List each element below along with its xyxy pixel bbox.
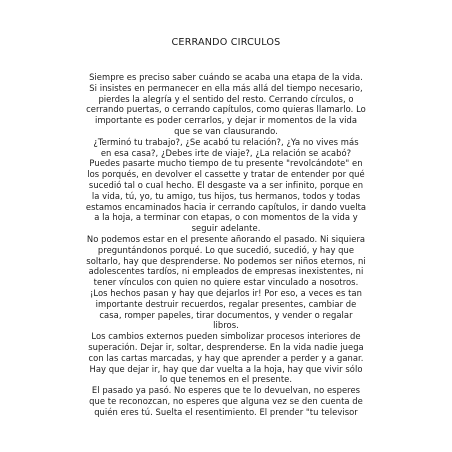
text-line: ¡Los hechos pasan y hay que dejarlos ir! Por eso, a veces es tan — [90, 287, 362, 298]
text-line: soltarlo, hay que desprenderse. No podemos ser niños eternos, ni — [86, 255, 366, 266]
text-line: sucedió tal o cual hecho. El desgaste va a ser infinito, porque en — [88, 179, 364, 190]
text-line: superación. Dejar ir, soltar, desprenderse. En la vida nadie juega — [88, 341, 364, 352]
text-line: Puedes pasarte mucho tiempo de tu presente "revolcándote" en — [89, 158, 363, 169]
text-line: cerrando puertas, o cerrando capítulos, como quieras llamarlo. Lo — [86, 104, 366, 115]
text-line: casa, romper papeles, tirar documentos, y vender o regalar — [99, 309, 353, 320]
text-line: lo que tenemos en el presente. — [159, 374, 293, 385]
text-line: Hay que dejar ir, hay que dar vuelta a la hoja, hay que vivir sólo — [89, 363, 363, 374]
text-line: que se van clausurando. — [174, 125, 278, 136]
text-line: que te reconozcan, no esperes que alguna vez se den cuenta de — [89, 395, 363, 406]
text-line: Si insistes en permanecer en ella más allá del tiempo necesario, — [89, 82, 363, 93]
text-line: No podemos estar en el presente añorando el pasado. Ni siquiera — [86, 233, 366, 244]
text-line: Siempre es preciso saber cuándo se acaba una etapa de la vida. — [89, 72, 363, 82]
text-line: importante es poder cerrarlos, y dejar ir momentos de la vida — [94, 115, 358, 126]
page-title: CERRANDO CIRCULOS — [171, 37, 281, 48]
text-line: tener vínculos con quien no quiere estar vinculado a nosotros. — [93, 277, 359, 288]
document-body — [44, 72, 408, 418]
text-line: en esa casa?, ¿Debes irte de viaje?, ¿La relación se acabó? — [100, 147, 352, 158]
text-line: El pasado ya pasó. No esperes que te lo devuelvan, no esperes — [91, 385, 361, 396]
text-line: seguir adelante. — [191, 223, 261, 234]
text-line: la vida, tú, yo, tu amigo, tus hijos, tus hermanos, todos y todas — [91, 190, 361, 201]
text-line: Los cambios externos pueden simbolizar procesos interiores de — [91, 331, 361, 342]
text-line: quién eres tú. Suelta el resentimiento. El prender "tu televisor — [94, 406, 358, 417]
text-line: con las cartas marcadas, y hay que aprender a perder y a ganar. — [88, 352, 364, 363]
text-line: importante destruir recuerdos, regalar presentes, cambiar de — [95, 298, 357, 309]
text-line: adolescentes tardíos, ni empleados de empresas inexistentes, ni — [88, 266, 364, 277]
text-line: los porqués, en devolver el cassette y tratar de entender por qué — [87, 169, 365, 180]
text-line: preguntándonos porqué. Lo que sucedió, sucedió, y hay que — [97, 244, 355, 255]
text-line: estamos encaminados hacia ir cerrando capítulos, ir dando vuelta — [85, 201, 367, 212]
text-line: a la hoja, a terminar con etapas, o con momentos de la vida y — [94, 212, 358, 223]
text-line: ¿Terminó tu trabajo?, ¿Se acabó tu relación?, ¿Ya no vives más — [93, 136, 359, 147]
text-line: libros. — [213, 320, 239, 331]
text-line: pierdes la alegría y el sentido del resto. Cerrando círculos, o — [98, 93, 354, 104]
